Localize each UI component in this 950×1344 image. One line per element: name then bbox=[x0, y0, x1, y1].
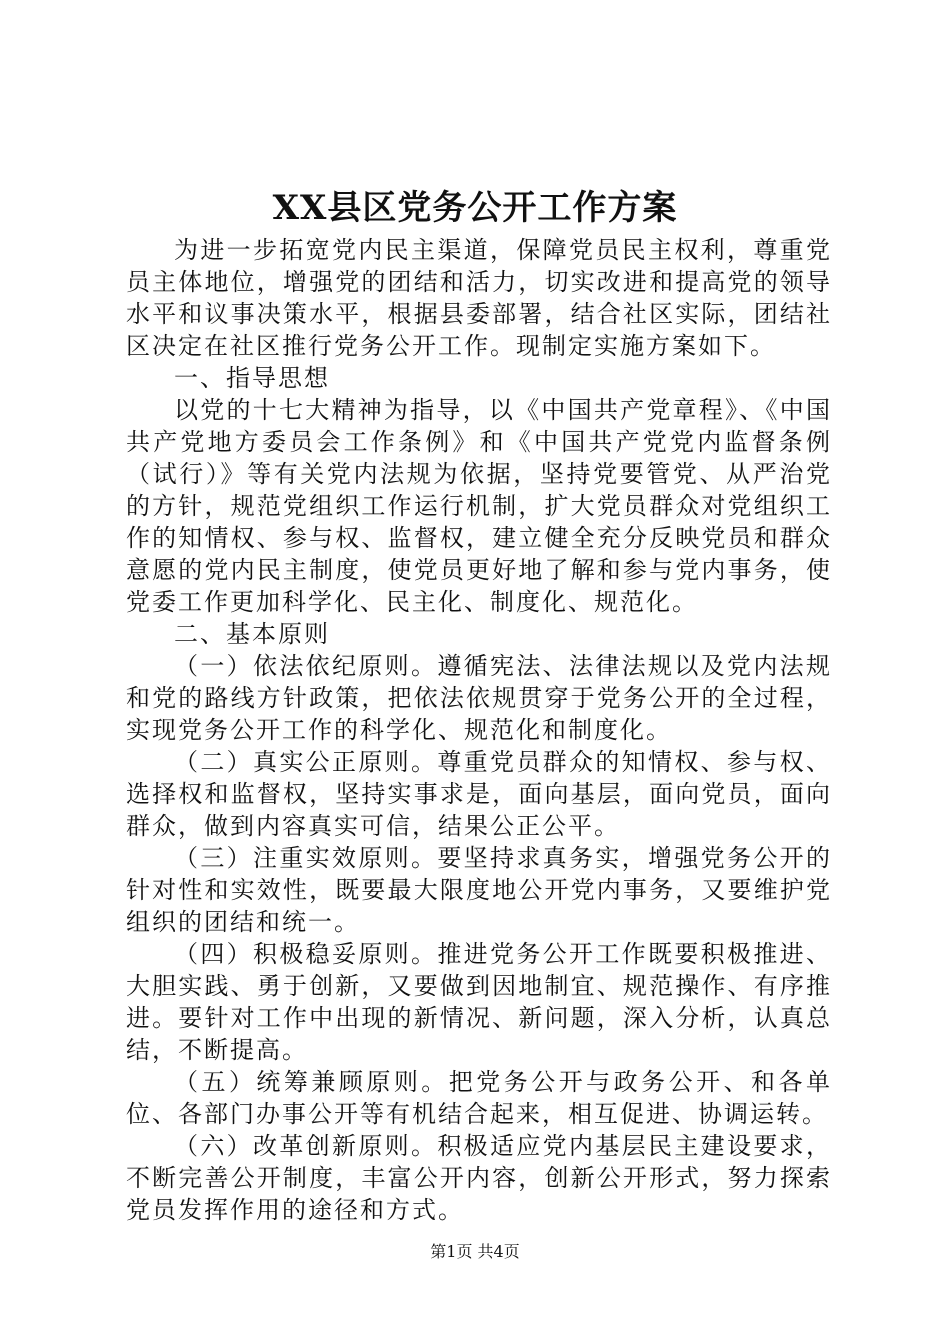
principle-paragraph-4: （四）积极稳妥原则。推进党务公开工作既要积极推进、大胆实践、勇于创新，又要做到因地制宜、规范操作、有序推进。要针对工作中出现的新情况、新问题，深入分析，认真总结，不断提高。 bbox=[126, 940, 832, 1064]
principle-paragraph-3: （三）注重实效原则。要坚持求真务实，增强党务公开的针对性和实效性，既要最大限度地公开党内事务，又要维护党组织的团结和统一。 bbox=[126, 844, 832, 936]
principle-paragraph-6: （六）改革创新原则。积极适应党内基层民主建设要求，不断完善公开制度，丰富公开内容，创新公开形式，努力探索党员发挥作用的途径和方式。 bbox=[126, 1132, 832, 1224]
intro-paragraph: 为进一步拓宽党内民主渠道，保障党员民主权利，尊重党员主体地位，增强党的团结和活力，切实改进和提高党的领导水平和议事决策水平，根据县委部署，结合社区实际，团结社区决定在社区推行党务公开工作。现制定实施方案如下。 bbox=[126, 236, 832, 360]
document-title: XX县区党务公开工作方案 bbox=[272, 188, 678, 228]
section-heading-basic-principles: 二、基本原则 bbox=[174, 620, 330, 648]
principle-paragraph-2: （二）真实公正原则。尊重党员群众的知情权、参与权、选择权和监督权，坚持实事求是，面向基层，面向党员，面向群众，做到内容真实可信，结果公正公平。 bbox=[126, 748, 832, 840]
principle-paragraph-5: （五）统筹兼顾原则。把党务公开与政务公开、和各单位、各部门办事公开等有机结合起来，相互促进、协调运转。 bbox=[126, 1068, 832, 1128]
document-body bbox=[126, 234, 832, 1226]
principle-paragraph-1: （一）依法依纪原则。遵循宪法、法律法规以及党内法规和党的路线方针政策，把依法依规贯穿于党务公开的全过程，实现党务公开工作的科学化、规范化和制度化。 bbox=[126, 652, 832, 744]
page-number-footer: 第1页 共4页 bbox=[430, 1242, 520, 1261]
section-heading-guiding-ideology: 一、指导思想 bbox=[174, 364, 330, 392]
guiding-ideology-paragraph: 以党的十七大精神为指导，以《中国共产党章程》、《中国共产党地方委员会工作条例》和《中国共产党党内监督条例（试行）》等有关党内法规为依据，坚持党要管党、从严治党的方针，规范党组织工作运行机制，扩大党员群众对党组织工作的知情权、参与权、监督权，建立健全充分反映党员和群众意愿的党内民主制度，使党员更好地了解和参与党内事务，使党委工作更加科学化、民主化、制度化、规范化。 bbox=[126, 396, 832, 616]
